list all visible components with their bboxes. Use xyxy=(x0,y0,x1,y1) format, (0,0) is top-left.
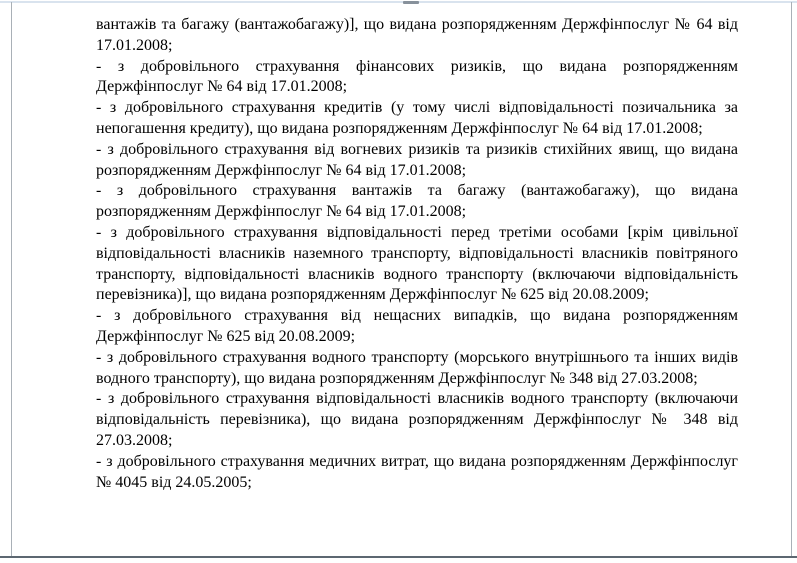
paragraph: - з добровільного страхування фінансових ризиків, що видана розпорядженням Держфінпослуг № 64 від 17.01.2008; xyxy=(96,57,738,96)
document-body xyxy=(96,15,738,493)
paragraph: - з добровільного страхування вантажів та багажу (вантажобагажу), що видана розпорядженням Держфінпослуг № 64 від 17.01.2008; xyxy=(96,182,738,221)
paragraph: - з добровільного страхування від вогневих ризиків та ризиків стихійних явищ, що видана розпорядженням Держфінпослуг № 64 від 17.01.2008; xyxy=(96,140,738,179)
paragraph: - з добровільного страхування відповідальності власників водного транспорту (включаючи відповідальність перевізника), що видана розпорядженням Держфінпослуг № 348 від 27.03.2008; xyxy=(96,390,738,449)
page-top-border xyxy=(0,1,797,3)
paragraph: - з добровільного страхування водного транспорту (морського внутрішнього та інших видів водного транспорту), що видана розпорядженням Держфінпослуг № 348 від 27.03.2008; xyxy=(96,348,738,387)
page-right-border xyxy=(791,2,792,557)
paragraph: - з добровільного страхування медичних витрат, що видана розпорядженням Держфінпослуг № 4045 від 24.05.2005; xyxy=(96,452,738,491)
top-center-notch xyxy=(403,1,419,4)
page-left-border xyxy=(11,2,12,557)
page-bottom-border xyxy=(0,556,797,558)
paragraph: - з добровільного страхування кредитів (у тому числі відповідальності позичальника за непогашення кредиту), що видана розпорядженням Держфінпослуг № 64 від 17.01.2008; xyxy=(96,99,738,137)
paragraph: вантажів та багажу (вантажобагажу)], що видана розпорядженням Держфінпослуг № 64 від 17.01.2008; xyxy=(96,16,738,54)
paragraph: - з добровільного страхування від нещасних випадків, що видана розпорядженням Держфінпослуг № 625 від 20.08.2009; xyxy=(96,307,738,345)
paragraph: - з добровільного страхування відповідальності перед третіми особами [крім цивільної відповідальності власників наземного транспорту, відповідальності власників повітряного транспорту, відповідальності власників водного транспорту (включаючи відповідальність перевізника)], що видана розпорядженням Держфінпослуг № 625 від 20.08.2009; xyxy=(96,223,738,304)
